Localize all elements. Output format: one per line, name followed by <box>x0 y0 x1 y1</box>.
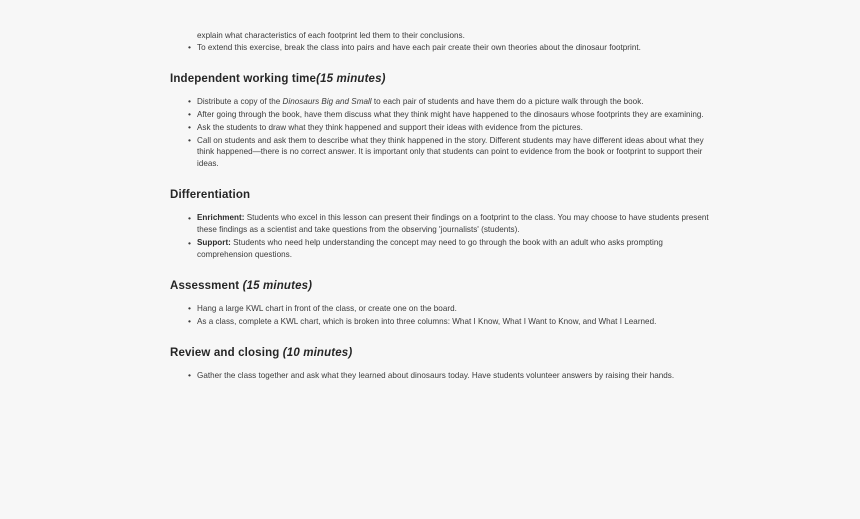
bullet-list-assessment <box>170 303 710 328</box>
bullet-list-differentiation <box>170 212 710 261</box>
spacer <box>170 171 710 188</box>
section-heading-label: Differentiation <box>170 189 251 202</box>
list-item-text-pre: Distribute a copy of the <box>197 96 283 106</box>
section-heading-independent-working-time <box>170 72 710 86</box>
section-heading-label: Independent working time <box>170 72 317 85</box>
section-heading-review-and-closing <box>170 346 710 360</box>
spacer <box>170 86 710 96</box>
spacer <box>170 329 710 346</box>
spacer <box>170 202 710 212</box>
list-item-text-post: to each pair of students and have them do a picture walk through the book. <box>371 96 644 106</box>
section-heading-label: Assessment <box>170 279 240 292</box>
bullet-list-review-and-closing <box>170 370 710 382</box>
list-item <box>170 96 710 108</box>
list-item: • After going through the book, have them discuss what they think might have happened to the dinosaurs whose footprints they are examining. <box>170 109 710 121</box>
list-item: • Gather the class together and ask what they learned about dinosaurs today. Have students volunteer answers by raising their hands. <box>170 370 710 382</box>
list-item: • To extend this exercise, break the class into pairs and have each pair create their own theories about the dinosaur footprint. <box>170 42 710 54</box>
list-item <box>170 237 710 261</box>
spacer <box>170 360 710 370</box>
list-item-lead: Support: <box>197 238 231 248</box>
list-item-text: Students who need help understanding the concept may need to go through the book with an adult who asks prompting comprehension questions. <box>197 238 663 259</box>
list-item-text: Students who excel in this lesson can present their findings on a footprint to the class. You may choose to have students present these findings as a scientist and take questions from the observing 'journalists' (students). <box>197 213 709 235</box>
top-bullet-list <box>170 42 710 54</box>
list-item: • Hang a large KWL chart in front of the class, or create one on the board. <box>170 303 710 315</box>
spacer <box>170 293 710 303</box>
section-heading-differentiation <box>170 188 710 202</box>
section-heading-label: Review and closing <box>170 346 280 359</box>
book-title: Dinosaurs Big and Small <box>282 96 372 106</box>
section-heading-duration: (15 minutes) <box>242 279 313 292</box>
continuation-text: explain what characteristics of each footprint led them to their conclusions. <box>197 31 465 40</box>
section-heading-assessment <box>170 279 710 293</box>
spacer <box>170 262 710 279</box>
section-heading-duration: (15 minutes) <box>316 72 386 85</box>
section-heading-duration: (10 minutes) <box>282 346 353 359</box>
list-item: • Ask the students to draw what they think happened and support their ideas with evidence from the pictures. <box>170 122 710 134</box>
list-item-lead: Enrichment: <box>197 213 245 223</box>
spacer <box>170 55 710 72</box>
list-item <box>170 212 710 236</box>
list-item: • Call on students and ask them to describe what they think happened in the story. Different students may have different ideas about what they think happened—there is no correct answer. It is important only that students can point to evidence from the book or footprint to support their ideas. <box>170 135 710 171</box>
list-item: • As a class, complete a KWL chart, which is broken into three columns: What I Know, What I Want to Know, and What I Learned. <box>170 316 710 328</box>
bullet-list-independent-working-time <box>170 96 710 170</box>
